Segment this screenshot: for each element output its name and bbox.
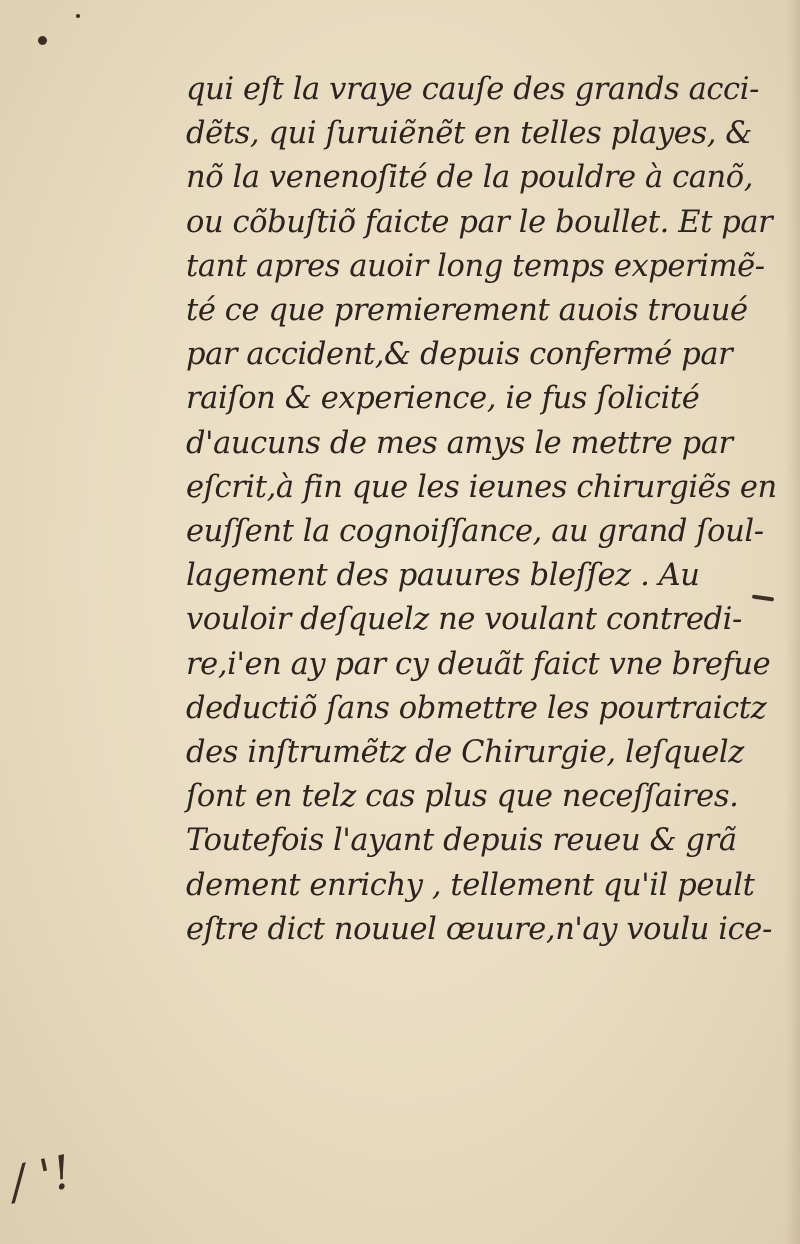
ink-spot: [76, 14, 80, 18]
text-line: nõ la venenoſité de la pouldre à canõ,: [186, 160, 754, 196]
text-line: té ce que premierement auois trouué: [186, 293, 748, 329]
text-line: qui eſt la vraye cauſe des grands acci-: [186, 72, 759, 107]
text-line: dẽts, qui ſuruiẽnẽt en telles playes, &: [186, 116, 753, 152]
text-line: ou cõbuſtiõ faicte par le boullet. Et par: [186, 204, 773, 240]
text-line: d'aucuns de mes amys le mettre par: [186, 425, 733, 461]
text-line: ſont en telz cas plus que neceſſaires.: [186, 779, 739, 815]
text-line: des inſtrumẽtz de Chirurgie, leſquelz: [186, 735, 744, 771]
text-line: dement enrichy , tellement qu'il peult: [186, 867, 755, 903]
page-text: [186, 68, 777, 952]
text-line: eſtre dict nouuel œuure,n'ay voulu ice-: [186, 911, 772, 947]
text-line: vouloir deſquelz ne voulant contredi-: [186, 602, 742, 638]
text-line: raiſon & experience, ie fus ſolicité: [186, 381, 700, 417]
page-edge-shadow: [786, 0, 800, 1244]
text-line: re,i'en ay par cy deuãt faict vne brefue: [186, 646, 771, 682]
text-line: Toutefois l'ayant depuis reueu & grã: [186, 823, 737, 859]
ink-spot: [38, 36, 47, 45]
text-line: eſcrit,à fin que les ieunes chirurgiẽs en: [186, 469, 777, 505]
text-line: lagement des pauures bleſſez . Au: [186, 558, 700, 594]
text-line: euſſent la cognoiſſance, au grand ſoul-: [186, 514, 764, 550]
text-line: par accident,& depuis confermé par: [186, 337, 733, 373]
text-line: tant apres auoir long temps experimẽ-: [186, 248, 765, 284]
handwritten-margin-mark: / '!: [5, 1144, 77, 1210]
text-line: deductiõ ſans obmettre les pourtraictz: [186, 690, 767, 726]
margin-dash-mark: [752, 594, 774, 601]
